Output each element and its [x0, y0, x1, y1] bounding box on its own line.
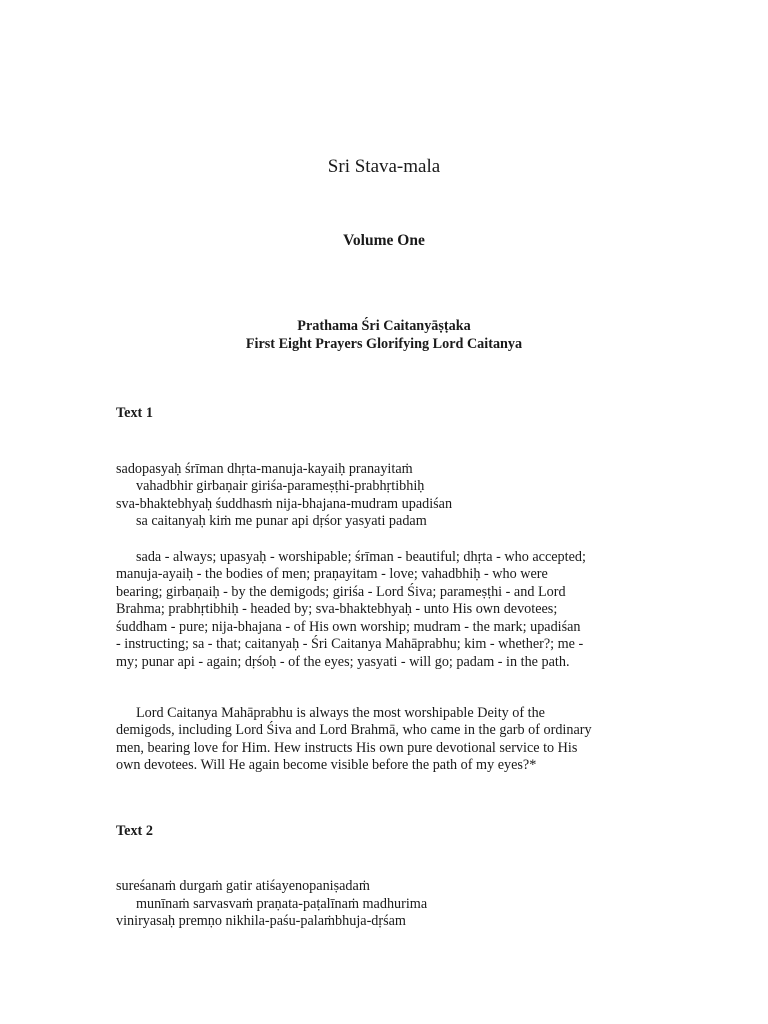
synonyms-line: manuja-ayaiḥ - the bodies of men; praṇayitam - love; vahadbhiḥ - who were [116, 566, 548, 582]
translation-line: demigods, including Lord Śiva and Lord Brahmā, who came in the garb of ordinary [116, 722, 592, 738]
text1-heading: Text 1 [116, 405, 153, 421]
synonyms-line: sada - always; upasyaḥ - worshipable; śrīman - beautiful; dhṛta - who accepted; [136, 549, 586, 565]
volume-heading: Volume One [343, 232, 425, 249]
synonyms-line: my; punar api - again; dṛśoḥ - of the eyes; yasyati - will go; padam - in the path. [116, 654, 570, 670]
synonyms-line: Brahma; prabhṛtibhiḥ - headed by; sva-bhaktebhyaḥ - unto His own devotees; [116, 601, 558, 617]
synonyms-line: śuddham - pure; nija-bhajana - of His own worship; mudram - the mark; upadiśan [116, 619, 581, 635]
verse-line: viniryasaḥ premṇo nikhila-paśu-palaṁbhuja-dṛśam [116, 913, 406, 929]
verse-line: vahadbhir girbaṇair giriśa-parameṣṭhi-prabhṛtibhiḥ [136, 478, 425, 494]
translation-line: men, bearing love for Him. Hew instructs His own pure devotional service to His [116, 740, 578, 756]
verse-line: munīnaṁ sarvasvaṁ praṇata-paṭalīnaṁ madhurima [136, 896, 428, 912]
synonyms-line: bearing; girbaṇaiḥ - by the demigods; giriśa - Lord Śiva; parameṣṭhi - and Lord [116, 584, 566, 600]
synonyms-line: - instructing; sa - that; caitanyaḥ - Śri Caitanya Mahāprabhu; kim - whether?; me - [116, 636, 584, 652]
translation-line: Lord Caitanya Mahāprabhu is always the most worshipable Deity of the [136, 705, 545, 721]
verse-line: sadopasyaḥ śrīman dhṛta-manuja-kayaiḥ pranayitaṁ [116, 461, 413, 477]
text2-heading: Text 2 [116, 823, 153, 839]
chapter-subtitle: First Eight Prayers Glorifying Lord Caitanya [245, 336, 523, 352]
document-title: Sri Stava-mala [327, 156, 441, 177]
verse-line: sva-bhaktebhyaḥ śuddhasṁ nija-bhajana-mudram upadiśan [116, 496, 453, 512]
verse-line: sureśanaṁ durgaṁ gatir atiśayenopaniṣadaṁ [116, 878, 370, 894]
chapter-title: Prathama Śri Caitanyāṣṭaka [297, 318, 471, 334]
verse-line: sa caitanyaḥ kiṁ me punar api dṛśor yasyati padam [136, 513, 427, 529]
translation-line: own devotees. Will He again become visible before the path of my eyes?* [116, 757, 537, 773]
